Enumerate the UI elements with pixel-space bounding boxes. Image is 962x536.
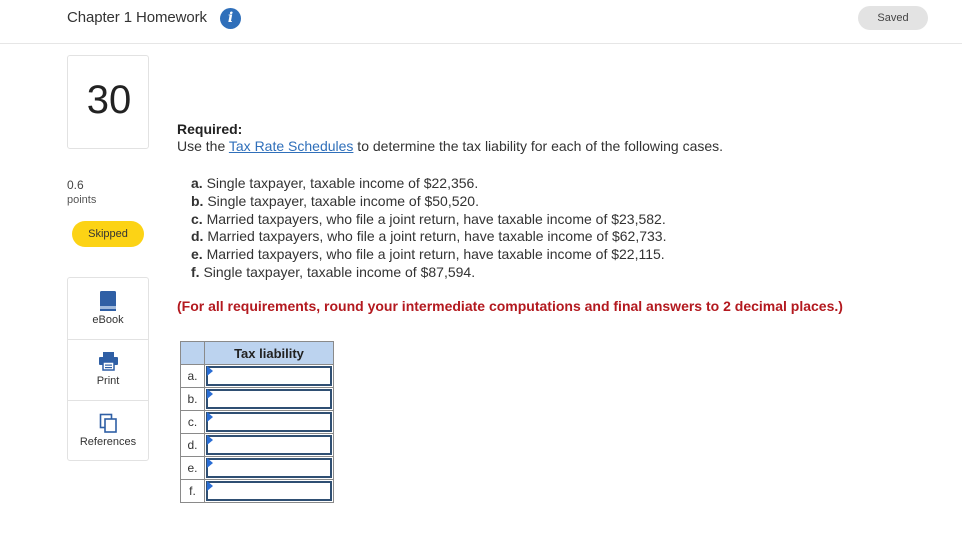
tax-liability-input-b[interactable] bbox=[206, 389, 332, 409]
skipped-badge: Skipped bbox=[72, 221, 144, 247]
table-row bbox=[181, 365, 334, 388]
info-icon[interactable]: i bbox=[220, 8, 241, 29]
case-item: b. Single taxpayer, taxable income of $50,520. bbox=[191, 192, 479, 209]
print-button[interactable] bbox=[68, 339, 148, 400]
question-number: 30 bbox=[86, 78, 132, 122]
question-number-box bbox=[67, 55, 149, 149]
table-row bbox=[181, 434, 334, 457]
required-heading: Required: bbox=[177, 121, 243, 137]
points-value: 0.6 bbox=[67, 178, 84, 192]
row-label: b. bbox=[181, 388, 205, 411]
table-row bbox=[181, 411, 334, 434]
row-label: f. bbox=[181, 480, 205, 503]
ebook-label: eBook bbox=[92, 314, 124, 326]
table-row bbox=[181, 480, 334, 503]
printer-icon bbox=[98, 351, 119, 371]
table-corner bbox=[181, 342, 205, 365]
flag-icon bbox=[207, 412, 213, 422]
case-item: e. Married taxpayers, who file a joint return, have taxable income of $22,115. bbox=[191, 246, 665, 263]
references-icon bbox=[99, 413, 118, 434]
tax-liability-input-f[interactable] bbox=[206, 481, 332, 501]
tax-liability-input-a[interactable] bbox=[206, 366, 332, 386]
row-label: c. bbox=[181, 411, 205, 434]
flag-icon bbox=[207, 458, 213, 468]
tax-liability-input-d[interactable] bbox=[206, 435, 332, 455]
top-header bbox=[0, 0, 962, 44]
answer-table bbox=[180, 341, 334, 503]
flag-icon bbox=[207, 366, 213, 376]
table-header-row bbox=[181, 342, 334, 365]
flag-icon bbox=[207, 435, 213, 445]
case-item: d. Married taxpayers, who file a joint return, have taxable income of $62,733. bbox=[191, 228, 667, 245]
case-item: a. Single taxpayer, taxable income of $22,356. bbox=[191, 175, 479, 191]
tools-panel bbox=[67, 277, 149, 461]
references-label: References bbox=[79, 436, 137, 448]
row-label: a. bbox=[181, 365, 205, 388]
assignment-title: Chapter 1 Homework bbox=[67, 9, 207, 26]
tax-rate-schedules-link[interactable]: Tax Rate Schedules bbox=[228, 138, 354, 154]
tax-liability-input-e[interactable] bbox=[206, 458, 332, 478]
tax-liability-input-c[interactable] bbox=[206, 412, 332, 432]
references-button[interactable] bbox=[68, 400, 148, 461]
rounding-note: (For all requirements, round your intermediate computations and final answers to 2 decimal places.) bbox=[177, 298, 843, 314]
table-row bbox=[181, 388, 334, 411]
table-row bbox=[181, 457, 334, 480]
points-label: points bbox=[67, 194, 97, 206]
instruction-text: Use the Tax Rate Schedules to determine the tax liability for each of the following cases. bbox=[177, 138, 724, 154]
row-label: d. bbox=[181, 434, 205, 457]
flag-icon bbox=[207, 481, 213, 491]
case-item: c. Married taxpayers, who file a joint return, have taxable income of $23,582. bbox=[191, 210, 666, 227]
book-icon bbox=[99, 290, 117, 312]
tax-liability-header: Tax liability bbox=[205, 342, 334, 365]
row-label: e. bbox=[181, 457, 205, 480]
case-item: f. Single taxpayer, taxable income of $87,594. bbox=[191, 263, 476, 280]
flag-icon bbox=[207, 389, 213, 399]
print-label: Print bbox=[96, 375, 120, 387]
cases-list bbox=[191, 175, 667, 282]
ebook-button[interactable] bbox=[68, 278, 148, 339]
saved-status-badge: Saved bbox=[858, 6, 928, 30]
